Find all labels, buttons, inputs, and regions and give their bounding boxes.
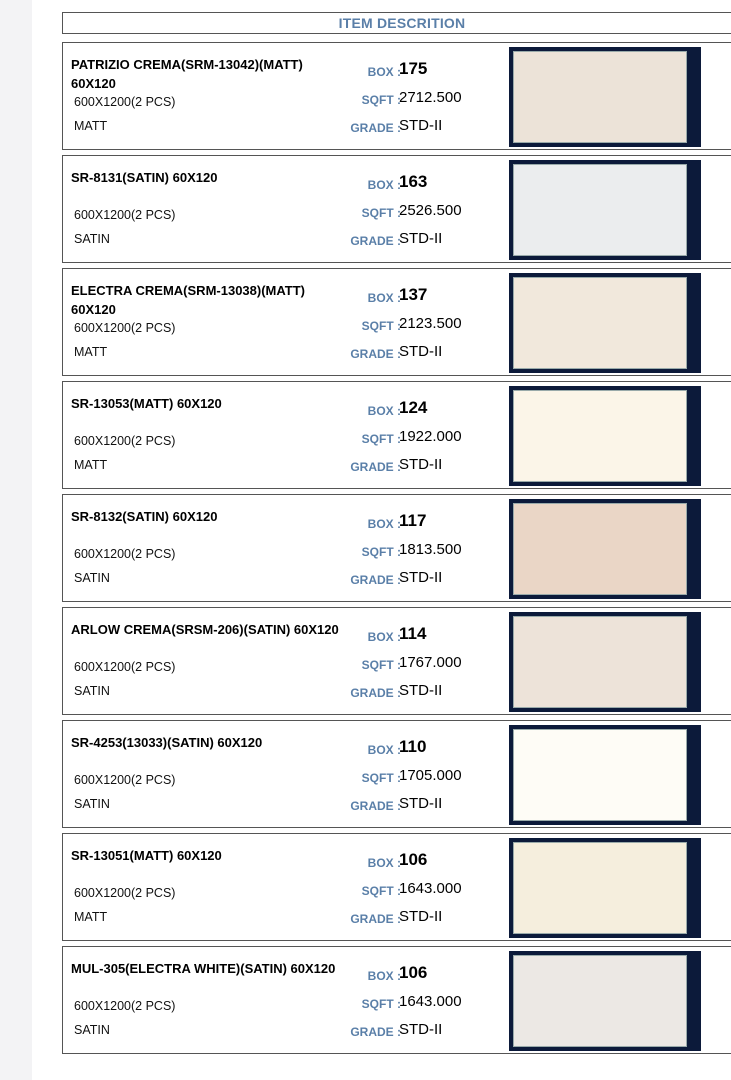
box-label: BOX :: [367, 404, 401, 418]
box-label: BOX :: [367, 969, 401, 983]
item-finish: MATT: [74, 119, 108, 133]
grade-label: GRADE :: [350, 799, 401, 813]
item-name: SR-13051(MATT) 60X120: [71, 848, 222, 863]
item-card: [62, 607, 731, 715]
box-value: 124: [399, 398, 428, 417]
sqft-value: 1643.000: [399, 993, 462, 1010]
sqft-value: 1767.000: [399, 654, 462, 671]
grade-value: STD-II: [399, 1021, 443, 1038]
item-finish: SATIN: [74, 232, 110, 246]
item-description-header: [62, 12, 731, 34]
grade-value: STD-II: [399, 230, 443, 247]
tile-swatch-frame: [509, 612, 701, 712]
sqft-label: SQFT :: [361, 997, 401, 1011]
item-size: 600X1200(2 PCS): [74, 886, 176, 900]
item-finish: SATIN: [74, 684, 110, 698]
grade-label: GRADE :: [350, 1025, 401, 1039]
box-label: BOX :: [367, 65, 401, 79]
box-value: 114: [399, 624, 427, 643]
sqft-value: 2123.500: [399, 315, 462, 332]
tile-swatch-frame: [509, 273, 701, 373]
item-size: 600X1200(2 PCS): [74, 547, 176, 561]
tile-swatch-frame: [509, 160, 701, 260]
item-finish: MATT: [74, 910, 108, 924]
grade-label: GRADE :: [350, 912, 401, 926]
sqft-value: 1922.000: [399, 428, 462, 445]
item-card: [62, 155, 731, 263]
catalog-page: [32, 0, 731, 1080]
sqft-value: 2526.500: [399, 202, 462, 219]
sqft-label: SQFT :: [361, 319, 401, 333]
grade-value: STD-II: [399, 117, 443, 134]
tile-swatch-frame: [509, 838, 701, 938]
box-label: BOX :: [367, 743, 401, 757]
sqft-value: 2712.500: [399, 89, 462, 106]
box-value: 106: [399, 963, 428, 982]
item-size: 600X1200(2 PCS): [74, 773, 176, 787]
box-label: BOX :: [367, 517, 401, 531]
grade-value: STD-II: [399, 569, 443, 586]
item-card: [62, 833, 731, 941]
item-size: 600X1200(2 PCS): [74, 434, 176, 448]
box-value: 110: [399, 737, 427, 756]
item-card: [62, 720, 731, 828]
tile-swatch-frame: [509, 386, 701, 486]
item-card: [62, 268, 731, 376]
box-value: 137: [399, 285, 428, 304]
sqft-label: SQFT :: [361, 545, 401, 559]
tile-swatch-frame: [509, 725, 701, 825]
box-value: 175: [399, 59, 428, 78]
item-finish: SATIN: [74, 797, 110, 811]
grade-label: GRADE :: [350, 347, 401, 361]
sqft-label: SQFT :: [361, 771, 401, 785]
grade-label: GRADE :: [350, 573, 401, 587]
item-size: 600X1200(2 PCS): [74, 208, 176, 222]
item-size: 600X1200(2 PCS): [74, 321, 176, 335]
tile-image: [513, 277, 687, 369]
tile-image: [513, 616, 687, 708]
item-card: [62, 494, 731, 602]
tile-swatch-frame: [509, 499, 701, 599]
box-label: BOX :: [367, 291, 401, 305]
item-card: [62, 42, 731, 150]
tile-image: [513, 729, 687, 821]
item-finish: SATIN: [74, 1023, 110, 1037]
item-name: SR-4253(13033)(SATIN) 60X120: [71, 735, 263, 750]
sqft-label: SQFT :: [361, 432, 401, 446]
item-card: [62, 946, 731, 1054]
grade-label: GRADE :: [350, 686, 401, 700]
tile-image: [513, 51, 687, 143]
grade-value: STD-II: [399, 682, 443, 699]
grade-label: GRADE :: [350, 121, 401, 135]
grade-label: GRADE :: [350, 234, 401, 248]
box-value: 106: [399, 850, 428, 869]
grade-label: GRADE :: [350, 460, 401, 474]
item-finish: SATIN: [74, 571, 110, 585]
tile-image: [513, 390, 687, 482]
item-name: ELECTRA CREMA(SRM-13038)(MATT) 60X120: [71, 283, 305, 317]
tile-swatch-frame: [509, 951, 701, 1051]
tile-image: [513, 955, 687, 1047]
grade-value: STD-II: [399, 795, 443, 812]
item-finish: MATT: [74, 458, 108, 472]
box-label: BOX :: [367, 630, 401, 644]
item-name: PATRIZIO CREMA(SRM-13042)(MATT) 60X120: [71, 57, 303, 91]
tile-swatch-frame: [509, 47, 701, 147]
item-card: [62, 381, 731, 489]
grade-value: STD-II: [399, 908, 443, 925]
sqft-label: SQFT :: [361, 884, 401, 898]
grade-value: STD-II: [399, 456, 443, 473]
item-name: ARLOW CREMA(SRSM-206)(SATIN) 60X120: [71, 622, 339, 637]
sqft-value: 1705.000: [399, 767, 462, 784]
box-label: BOX :: [367, 856, 401, 870]
tile-image: [513, 842, 687, 934]
tile-image: [513, 503, 687, 595]
item-name: MUL-305(ELECTRA WHITE)(SATIN) 60X120: [71, 961, 336, 976]
item-name: SR-8131(SATIN) 60X120: [71, 170, 218, 185]
item-size: 600X1200(2 PCS): [74, 660, 176, 674]
sqft-label: SQFT :: [361, 93, 401, 107]
item-size: 600X1200(2 PCS): [74, 999, 176, 1013]
grade-value: STD-II: [399, 343, 443, 360]
item-finish: MATT: [74, 345, 108, 359]
sqft-label: SQFT :: [361, 206, 401, 220]
sqft-value: 1813.500: [399, 541, 462, 558]
box-label: BOX :: [367, 178, 401, 192]
tile-image: [513, 164, 687, 256]
sqft-value: 1643.000: [399, 880, 462, 897]
item-name: SR-8132(SATIN) 60X120: [71, 509, 218, 524]
header-title: ITEM DESCRITION: [338, 15, 466, 31]
item-name: SR-13053(MATT) 60X120: [71, 396, 222, 411]
box-value: 163: [399, 172, 428, 191]
item-size: 600X1200(2 PCS): [74, 95, 176, 109]
sqft-label: SQFT :: [361, 658, 401, 672]
box-value: 117: [399, 511, 427, 530]
